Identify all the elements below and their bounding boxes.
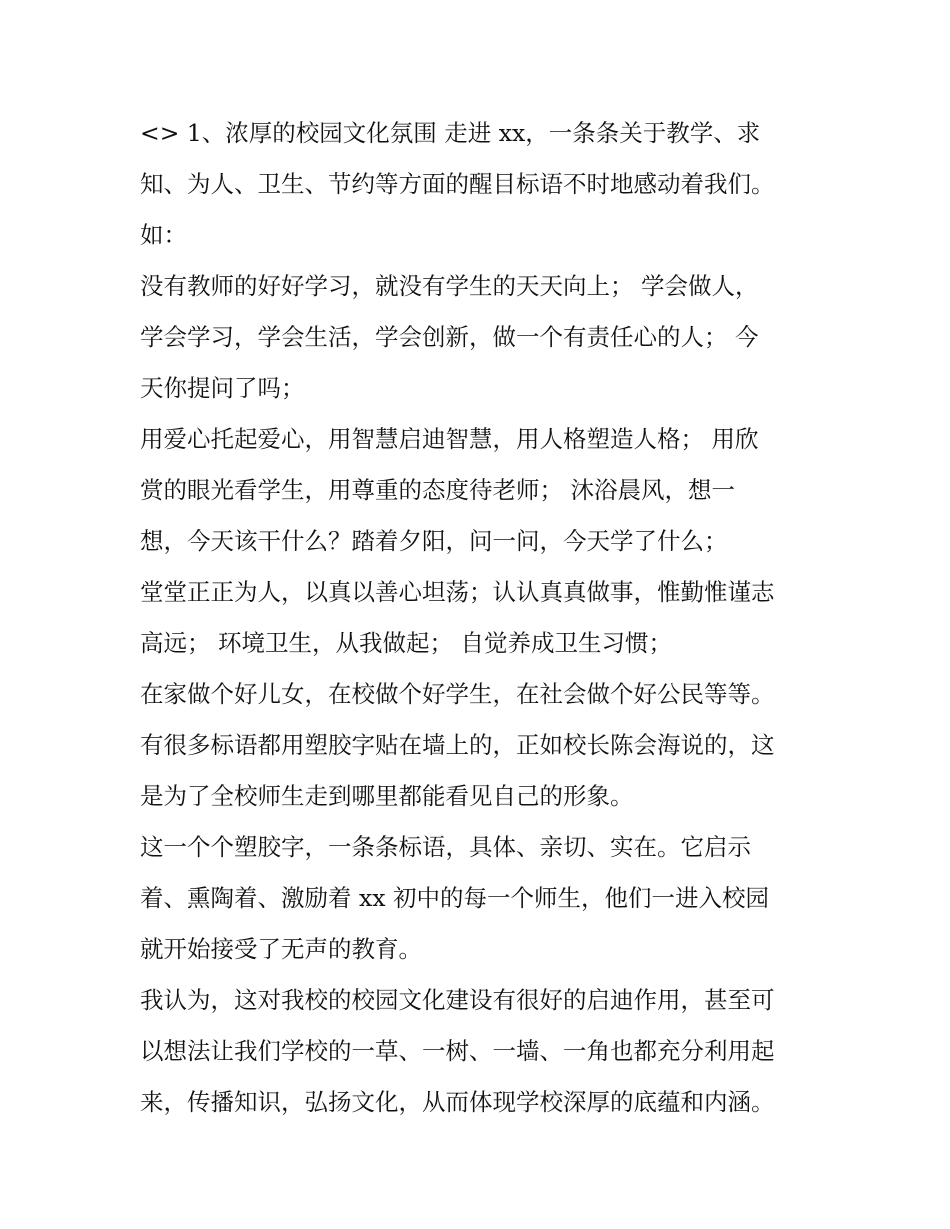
document-body <box>140 108 820 1128</box>
text-line: 天你提问了吗； <box>140 374 305 402</box>
text-line: 来，传播知识，弘扬文化，从而体现学校深厚的底蕴和内涵。 <box>140 1088 775 1116</box>
text-line: 以想法让我们学校的一草、一树、一墙、一角也都充分利用起 <box>140 1037 775 1065</box>
text-line: 学会学习，学会生活，学会创新，做一个有责任心的人； 今 <box>140 323 759 351</box>
text-line: 在家做个好儿女，在校做个好学生，在社会做个好公民等等。 <box>140 680 775 708</box>
text-line: 如： <box>140 221 187 249</box>
text-line: 高远； 环境卫生，从我做起； 自觉养成卫生习惯； <box>140 629 672 657</box>
text-line: 着、熏陶着、激励着 xx 初中的每一个师生，他们一进入校园 <box>140 884 769 912</box>
text-line: 就开始接受了无声的教育。 <box>140 935 422 963</box>
text-line: 这一个个塑胶字，一条条标语，具体、亲切、实在。它启示 <box>140 833 751 861</box>
text-line: <> 1、浓厚的校园文化氛围 走进 xx，一条条关于教学、求 <box>140 119 761 147</box>
text-line: 是为了全校师生走到哪里都能看见自己的形象。 <box>140 782 634 810</box>
text-line: 赏的眼光看学生，用尊重的态度待老师； 沐浴晨风，想一 <box>140 476 735 504</box>
text-line: 堂堂正正为人，以真以善心坦荡；认认真真做事，惟勤惟谨志 <box>140 578 775 606</box>
text-line: 没有教师的好好学习，就没有学生的天天向上； 学会做人， <box>140 272 759 300</box>
text-line: 我认为，这对我校的校园文化建设有很好的启迪作用，甚至可 <box>140 986 775 1014</box>
text-line: 用爱心托起爱心，用智慧启迪智慧，用人格塑造人格； 用欣 <box>140 425 759 453</box>
text-line: 知、为人、卫生、节约等方面的醒目标语不时地感动着我们。 <box>140 170 775 198</box>
text-line: 想，今天该干什么？踏着夕阳，问一问，今天学了什么； <box>140 527 728 555</box>
text-line: 有很多标语都用塑胶字贴在墙上的，正如校长陈会海说的，这 <box>140 731 775 759</box>
